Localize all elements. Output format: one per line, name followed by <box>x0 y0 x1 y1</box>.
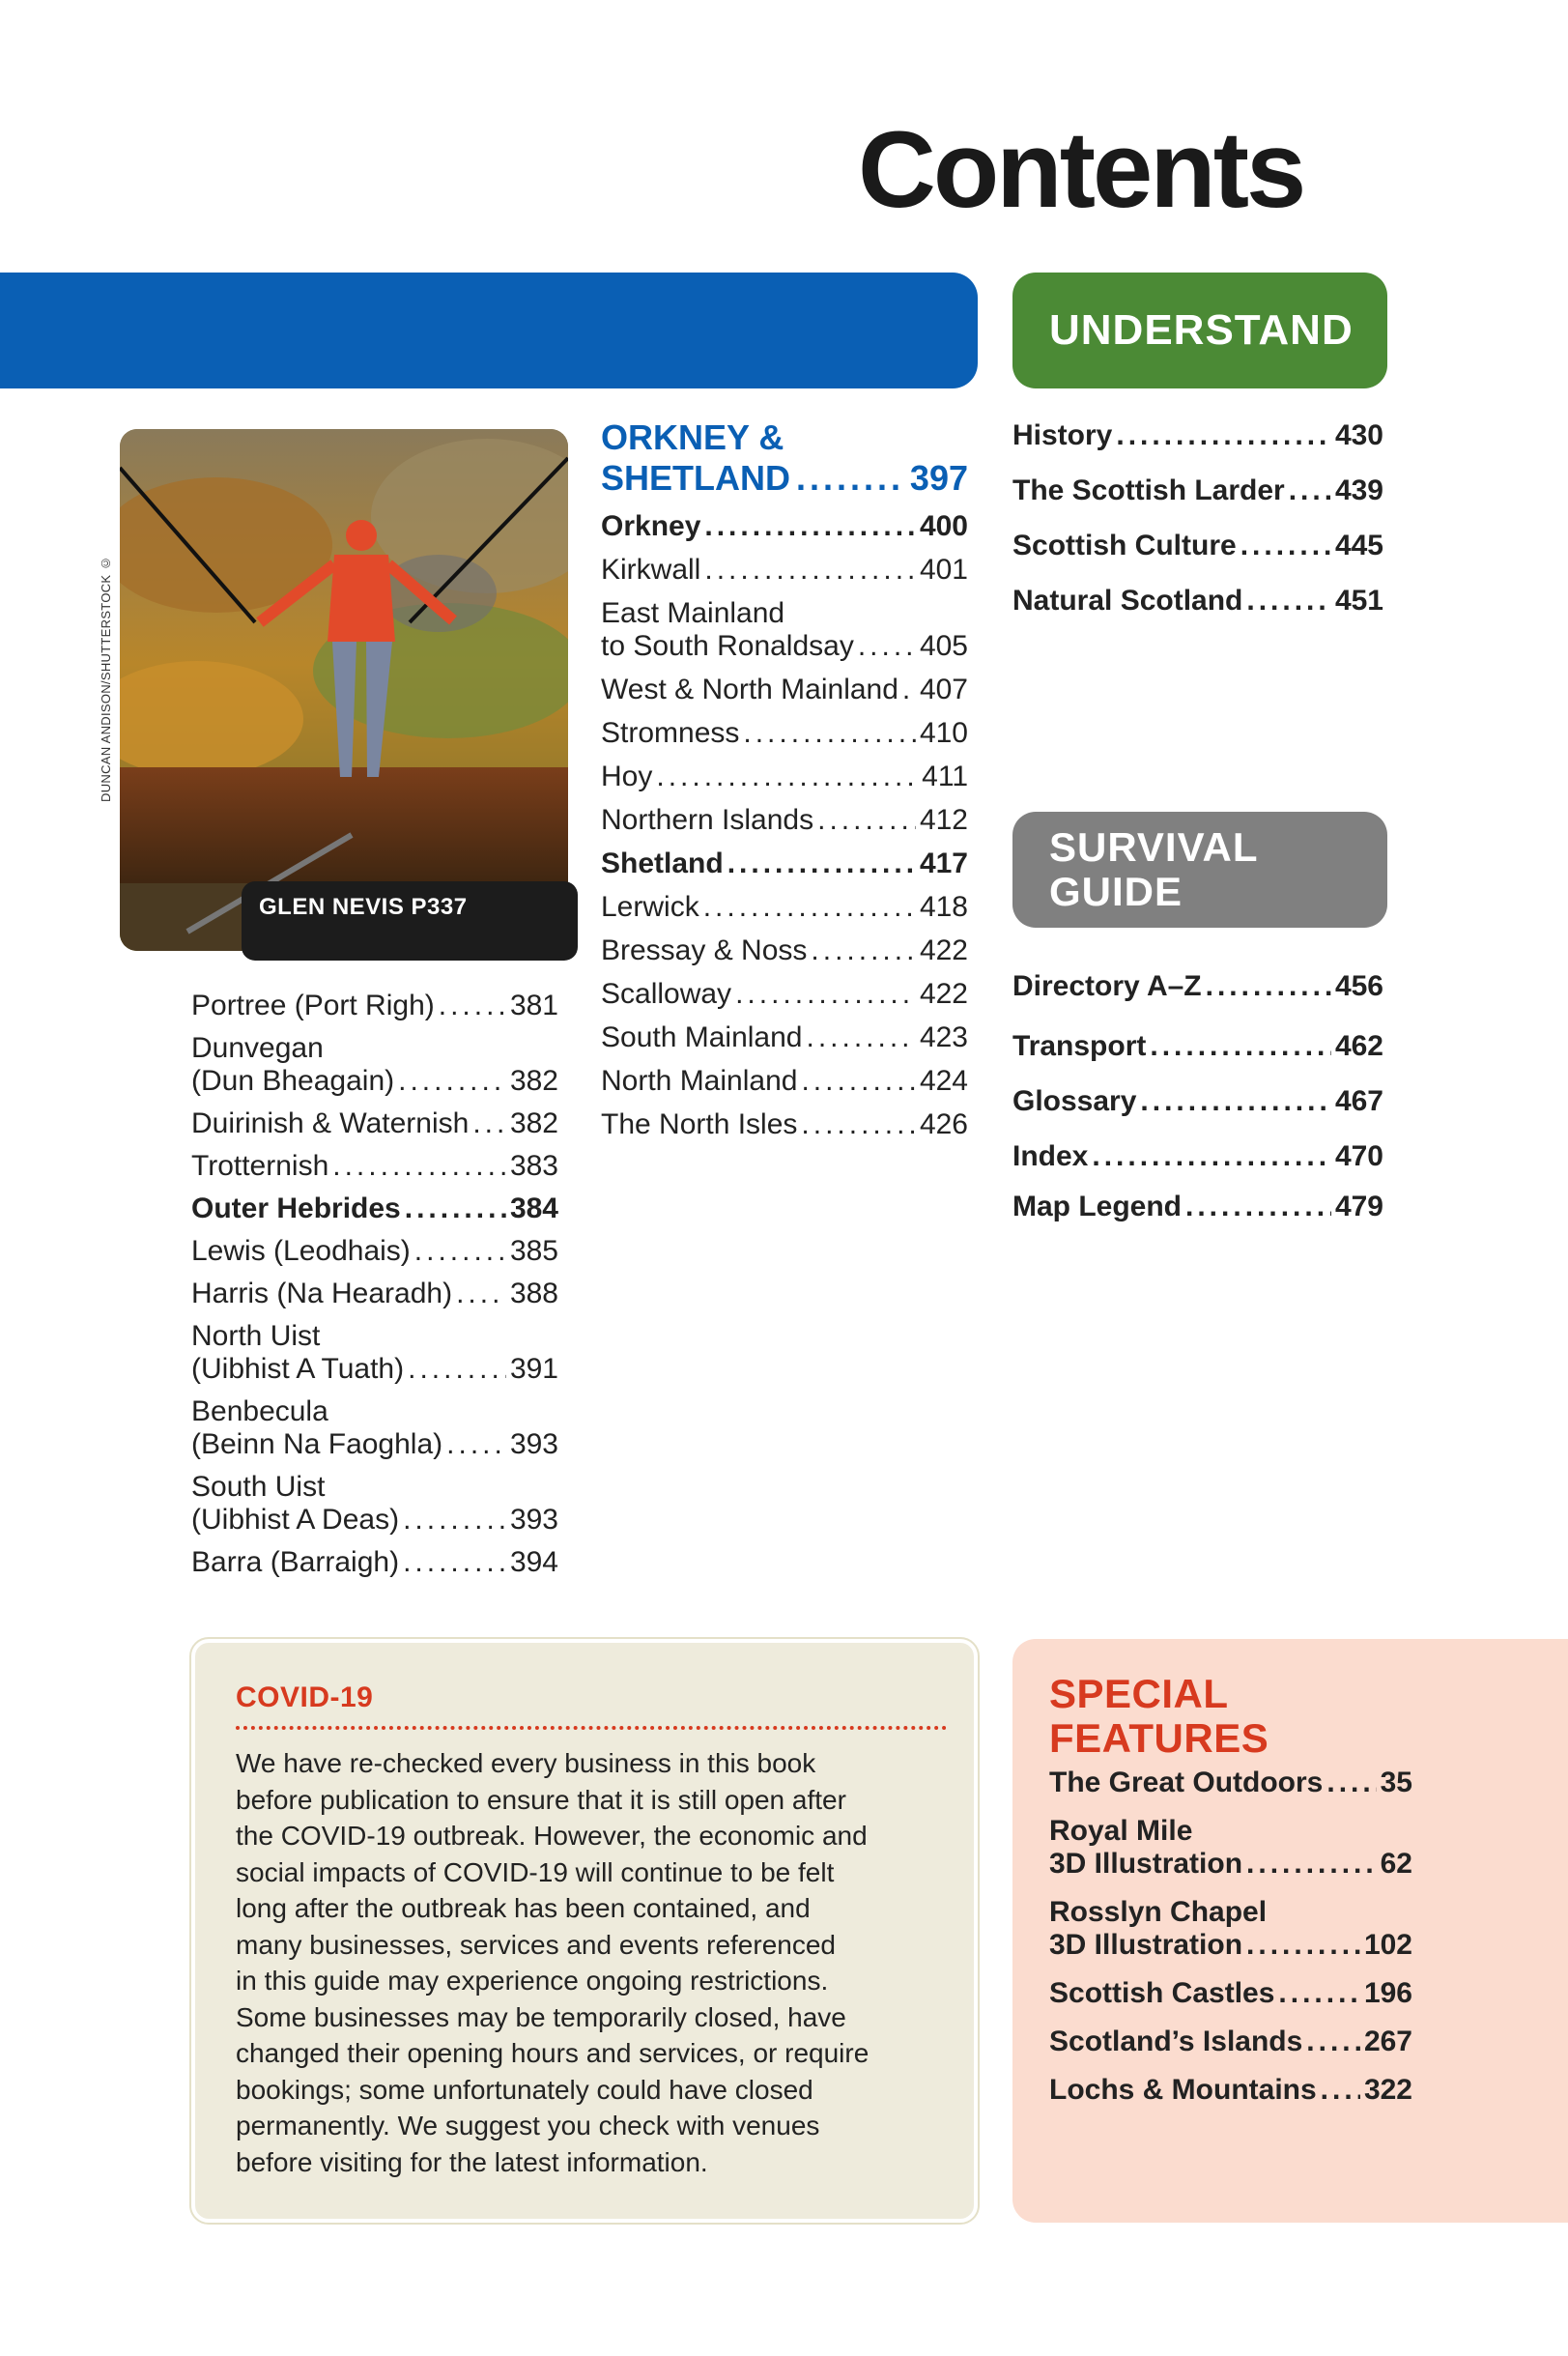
toc-entry[interactable]: Hoy ..... 411 <box>601 761 968 793</box>
toc-entry[interactable]: East Mainland to South Ronaldsay ..... 405 <box>601 597 968 663</box>
toc-entry[interactable]: Barra (Barraigh) ..... 394 <box>191 1546 558 1579</box>
special-features-title: SPECIAL FEATURES <box>1049 1671 1269 1761</box>
toc-entry[interactable]: North Uist (Uibhist A Tuath) ..... 391 <box>191 1320 558 1386</box>
toc-entry[interactable]: Scotland’s Islands ..... 267 <box>1049 2026 1412 2058</box>
orkney-shetland-heading[interactable]: ORKNEY & SHETLAND ..... 397 <box>601 417 968 499</box>
toc-entry[interactable]: Northern Islands ..... 412 <box>601 804 968 837</box>
understand-list <box>1012 419 1383 618</box>
toc-entry[interactable]: West & North Mainland ..... 407 <box>601 674 968 706</box>
photo-credit: DUNCAN ANDISON/SHUTTERSTOCK © <box>99 556 113 802</box>
toc-entry[interactable]: Map Legend ..... 479 <box>1012 1191 1383 1223</box>
section-bar-blue <box>0 273 978 388</box>
survival-header-line1: SURVIVAL <box>1049 824 1259 870</box>
toc-entry-history[interactable]: History ..... 430 <box>1012 419 1383 452</box>
toc-entry[interactable]: Lerwick ..... 418 <box>601 891 968 924</box>
toc-entry[interactable]: Glossary ..... 467 <box>1012 1085 1383 1118</box>
glen-nevis-photo <box>120 429 568 951</box>
toc-entry[interactable]: Rosslyn Chapel 3D Illustration ..... 102 <box>1049 1896 1412 1962</box>
toc-entry[interactable]: Transport ..... 462 <box>1012 1030 1383 1063</box>
covid-dotted-rule <box>236 1726 947 1730</box>
toc-column-orkney-shetland <box>601 417 968 1141</box>
toc-entry[interactable]: Lewis (Leodhais) ..... 385 <box>191 1235 558 1268</box>
toc-entry[interactable]: Natural Scotland ..... 451 <box>1012 585 1383 618</box>
toc-entry[interactable]: Bressay & Noss ..... 422 <box>601 934 968 967</box>
toc-entry[interactable]: Scottish Castles ..... 196 <box>1049 1977 1412 2010</box>
toc-entry[interactable]: Harris (Na Hearadh) ..... 388 <box>191 1278 558 1310</box>
toc-entry-shetland[interactable]: Shetland ..... 417 <box>601 848 968 880</box>
toc-entry[interactable]: Directory A–Z ..... 456 <box>1012 970 1383 1003</box>
covid-notice-box <box>191 1639 978 2223</box>
toc-column-skye-hebrides <box>191 990 558 1579</box>
toc-entry[interactable]: South Mainland ..... 423 <box>601 1021 968 1054</box>
toc-entry[interactable]: The Scottish Larder ..... 439 <box>1012 474 1383 507</box>
page-title: Contents <box>858 109 1304 230</box>
covid-body: We have re-checked every business in this book before publication to ensure that it is still open after the COVID-19 outbreak. However, the economic and social impacts of COVID-19 will continue to be felt long after the outbreak has been contained, and many businesses, services and events referenced in this guide may experience ongoing restrictions. Some businesses may be temporarily closed, have changed their opening hours and services, or require bookings; some unfortunately could have closed permanently. We suggest you check with venues before visiting for the latest information. <box>236 1748 870 2177</box>
toc-entry[interactable]: Lochs & Mountains ..... 322 <box>1049 2074 1412 2107</box>
toc-entry-outer-hebrides[interactable]: Outer Hebrides ..... 384 <box>191 1192 558 1225</box>
toc-entry[interactable]: Trotternish ..... 383 <box>191 1150 558 1183</box>
toc-entry[interactable]: Dunvegan (Dun Bheagain) ..... 382 <box>191 1032 558 1098</box>
toc-entry[interactable]: Portree (Port Righ) ..... 381 <box>191 990 558 1022</box>
survival-guide-list <box>1012 970 1383 1223</box>
toc-entry[interactable]: Duirinish & Waternish ..... 382 <box>191 1107 558 1140</box>
toc-entry[interactable]: South Uist (Uibhist A Deas) ..... 393 <box>191 1471 558 1537</box>
special-features-list <box>1049 1767 1412 2107</box>
understand-header: UNDERSTAND <box>1012 273 1387 388</box>
toc-entry[interactable]: The North Isles ..... 426 <box>601 1108 968 1141</box>
toc-entry[interactable]: Scottish Culture ..... 445 <box>1012 530 1383 562</box>
toc-entry[interactable]: Kirkwall ..... 401 <box>601 554 968 587</box>
covid-title: COVID-19 <box>236 1681 374 1713</box>
special-features-box <box>1012 1639 1568 2223</box>
toc-entry[interactable]: North Mainland ..... 424 <box>601 1065 968 1098</box>
toc-entry[interactable]: Index ..... 470 <box>1012 1140 1383 1173</box>
toc-entry[interactable]: Royal Mile 3D Illustration ..... 62 <box>1049 1815 1412 1881</box>
survival-header-line2: GUIDE <box>1049 869 1183 914</box>
toc-entry[interactable]: Scalloway ..... 422 <box>601 978 968 1011</box>
photo-caption: GLEN NEVIS P337 <box>242 881 578 961</box>
survival-guide-header <box>1012 812 1387 928</box>
hiker-bridge-illustration <box>120 429 568 951</box>
toc-entry-orkney[interactable]: Orkney ..... 400 <box>601 510 968 543</box>
toc-entry[interactable]: Stromness ..... 410 <box>601 717 968 750</box>
toc-entry[interactable]: The Great Outdoors ..... 35 <box>1049 1767 1412 1799</box>
toc-entry[interactable]: Benbecula (Beinn Na Faoghla) ..... 393 <box>191 1395 558 1461</box>
